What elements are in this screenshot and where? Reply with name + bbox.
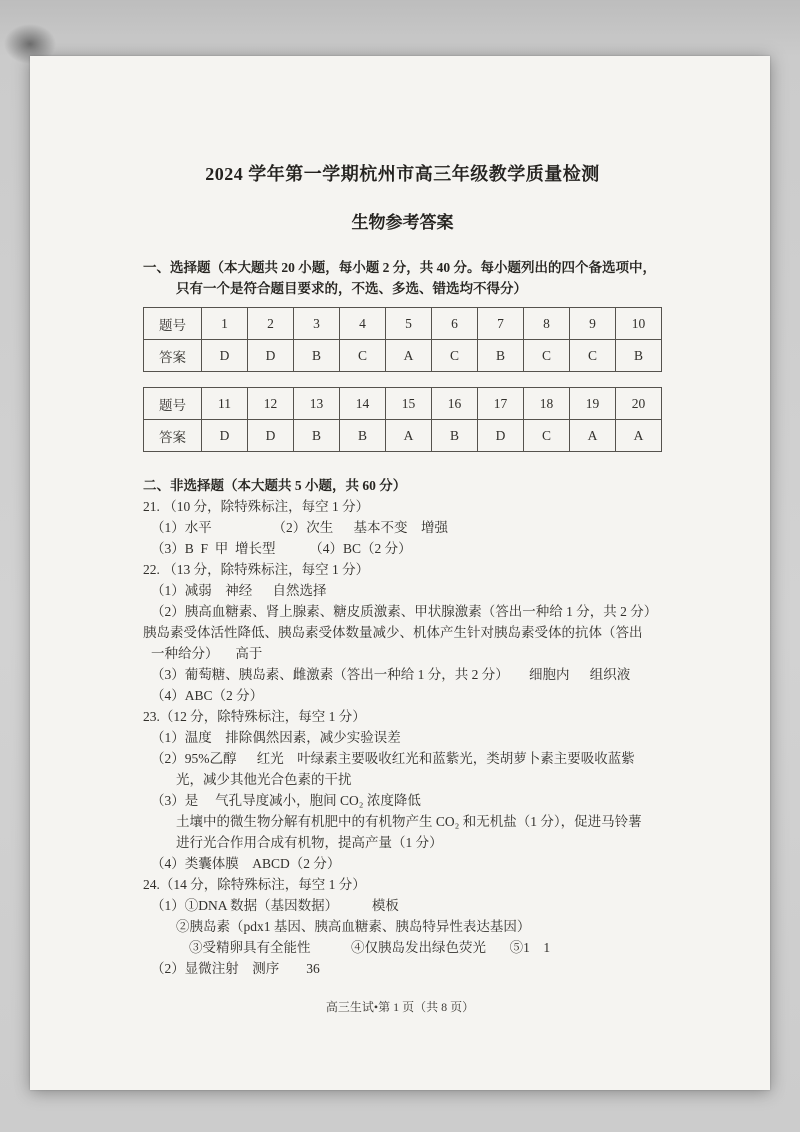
answer-cell: A	[570, 420, 616, 452]
qnum-cell: 5	[386, 308, 432, 340]
document-title: 2024 学年第一学期杭州市高三年级教学质量检测	[205, 164, 600, 184]
answer-line-q24: 24.（14 分，除特殊标注，每空 1 分）	[143, 877, 366, 892]
answer-cell: B	[340, 420, 386, 452]
answer-cell: B	[616, 340, 662, 372]
answer-cell: B	[432, 420, 478, 452]
answer-cell: D	[248, 420, 294, 452]
section1-heading-line2: 只有一个是符合题目要求的，不选、多选、错选均不得分）	[176, 281, 527, 296]
answer-cell: C	[524, 420, 570, 452]
answer-line: （2）显微注射 测序 36	[151, 961, 320, 976]
document-page	[30, 56, 770, 1090]
answer-table-2	[143, 387, 662, 452]
section2-heading: 二、非选择题（本大题共 5 小题，共 60 分）	[143, 478, 407, 493]
answer-cell: D	[202, 340, 248, 372]
answer-row	[144, 340, 662, 372]
answer-line: （3）B F 甲 增长型 （4）BC（2 分）	[151, 541, 412, 556]
answer-row	[144, 420, 662, 452]
section1-heading-line1: 一、选择题（本大题共 20 小题，每小题 2 分，共 40 分。每小题列出的四个备选项中，	[143, 260, 656, 275]
row-label: 题号	[144, 308, 202, 340]
qnum-cell: 15	[386, 388, 432, 420]
qnum-cell: 4	[340, 308, 386, 340]
answer-line: 一种给分） 高于	[151, 646, 263, 661]
qnum-cell: 17	[478, 388, 524, 420]
qnum-cell: 13	[294, 388, 340, 420]
answer-line: （1）减弱 神经 自然选择	[151, 583, 327, 598]
answer-line-q21: 21. （10 分，除特殊标注，每空 1 分）	[143, 499, 370, 514]
qnum-cell: 11	[202, 388, 248, 420]
answer-line: （3）葡萄糖、胰岛素、雌激素（答出一种给 1 分，共 2 分） 细胞内 组织液	[151, 667, 631, 682]
question-number-row	[144, 308, 662, 340]
answer-line: （1）①DNA 数据（基因数据） 模板	[151, 898, 399, 913]
answer-line-q23: 23.（12 分，除特殊标注，每空 1 分）	[143, 709, 366, 724]
answer-line: ③受精卵具有全能性 ④仅胰岛发出绿色荧光 ⑤1 1	[189, 940, 551, 955]
answer-line-q22: 22. （13 分，除特殊标注，每空 1 分）	[143, 562, 370, 577]
qnum-cell: 14	[340, 388, 386, 420]
answer-cell: A	[386, 340, 432, 372]
answer-cell: B	[294, 420, 340, 452]
answer-cell: D	[202, 420, 248, 452]
answer-cell: D	[478, 420, 524, 452]
qnum-cell: 7	[478, 308, 524, 340]
answer-cell: A	[386, 420, 432, 452]
answer-cell: D	[248, 340, 294, 372]
qnum-cell: 16	[432, 388, 478, 420]
qnum-cell: 18	[524, 388, 570, 420]
answer-line: （2）95%乙醇 红光 叶绿素主要吸收红光和蓝紫光，类胡萝卜素主要吸收蓝紫	[151, 751, 635, 766]
qnum-cell: 12	[248, 388, 294, 420]
qnum-cell: 20	[616, 388, 662, 420]
answer-line: 进行光合作用合成有机物，提高产量（1 分）	[176, 835, 443, 850]
question-number-row	[144, 388, 662, 420]
answer-cell: B	[294, 340, 340, 372]
qnum-cell: 6	[432, 308, 478, 340]
answer-line: ②胰岛素（pdx1 基因、胰高血糖素、胰岛特异性表达基因）	[176, 919, 531, 934]
row-label: 答案	[144, 340, 202, 372]
answer-line: 光，减少其他光合色素的干扰	[176, 772, 352, 787]
answer-line: （3）是 气孔导度减小，胞间 CO₂ 浓度降低	[151, 793, 421, 808]
row-label: 答案	[144, 420, 202, 452]
document-subtitle: 生物参考答案	[351, 213, 454, 232]
qnum-cell: 19	[570, 388, 616, 420]
answer-cell: A	[616, 420, 662, 452]
page-footer: 高三生试•第 1 页（共 8 页）	[325, 1000, 475, 1014]
answer-cell: C	[432, 340, 478, 372]
qnum-cell: 10	[616, 308, 662, 340]
table-gap	[143, 372, 662, 379]
qnum-cell: 9	[570, 308, 616, 340]
qnum-cell: 3	[294, 308, 340, 340]
qnum-cell: 1	[202, 308, 248, 340]
answer-line: 胰岛素受体活性降低、胰岛素受体数量减少、机体产生针对胰岛素受体的抗体（答出	[143, 625, 643, 640]
answer-line: （4）ABC（2 分）	[151, 688, 264, 703]
answer-line: （4）类囊体膜 ABCD（2 分）	[151, 856, 341, 871]
answer-line: （2）胰高血糖素、肾上腺素、糖皮质激素、甲状腺激素（答出一种给 1 分，共 2 分）	[151, 604, 658, 619]
answer-line: （1）温度 排除偶然因素，减少实验误差	[151, 730, 401, 745]
qnum-cell: 8	[524, 308, 570, 340]
qnum-cell: 2	[248, 308, 294, 340]
answer-cell: C	[570, 340, 616, 372]
answer-cell: C	[340, 340, 386, 372]
answer-cell: C	[524, 340, 570, 372]
answer-cell: B	[478, 340, 524, 372]
answer-line: （1）水平 （2）次生 基本不变 增强	[151, 520, 448, 535]
answer-line: 土壤中的微生物分解有机肥中的有机物产生 CO₂ 和无机盐（1 分），促进马铃薯	[176, 814, 642, 829]
answer-table-1	[143, 307, 662, 372]
row-label: 题号	[144, 388, 202, 420]
